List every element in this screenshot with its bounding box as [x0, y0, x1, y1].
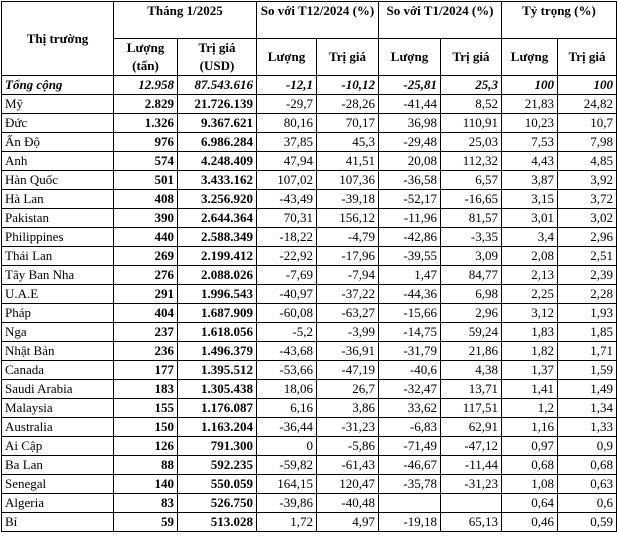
share-value: 1,85 [558, 323, 617, 342]
market-name: Nga [2, 323, 114, 342]
table-body [2, 76, 617, 532]
m-value-change: -28,26 [317, 95, 379, 114]
m-volume-change: 70,31 [257, 209, 317, 228]
y-volume-change: -11,96 [379, 209, 441, 228]
share-volume: 3,87 [502, 171, 558, 190]
m-value-change: -47,19 [317, 361, 379, 380]
volume-ton: 237 [114, 323, 178, 342]
y-volume-change: -46,67 [379, 456, 441, 475]
y-volume-change: -44,36 [379, 285, 441, 304]
share-volume: 1,82 [502, 342, 558, 361]
table-row [2, 323, 617, 342]
share-value: 0,68 [558, 456, 617, 475]
y-volume-change: -31,79 [379, 342, 441, 361]
value-usd: 4.248.409 [178, 152, 257, 171]
volume-ton: 269 [114, 247, 178, 266]
m-value-change: 41,51 [317, 152, 379, 171]
y-volume-change: -41,44 [379, 95, 441, 114]
y-value-change: 65,13 [441, 513, 502, 532]
header-vs-prev-month: So với T12/2024 (%) [257, 2, 379, 39]
market-name: Mỹ [2, 95, 114, 114]
share-value: 2,28 [558, 285, 617, 304]
y-value-change: 21,86 [441, 342, 502, 361]
y-value-change: 13,71 [441, 380, 502, 399]
m-volume-change: -40,97 [257, 285, 317, 304]
subheader-y-value: Trị giá [441, 39, 502, 76]
y-value-change: 110,91 [441, 114, 502, 133]
y-volume-change: -29,48 [379, 133, 441, 152]
table-row [2, 418, 617, 437]
share-volume: 3,12 [502, 304, 558, 323]
m-volume-change: 1,72 [257, 513, 317, 532]
y-value-change: -47,12 [441, 437, 502, 456]
value-usd: 1.305.438 [178, 380, 257, 399]
m-value-change: 3,86 [317, 399, 379, 418]
market-name: Ấn Độ [2, 133, 114, 152]
share-volume: 4,43 [502, 152, 558, 171]
volume-ton: 276 [114, 266, 178, 285]
share-value: 2,96 [558, 228, 617, 247]
m-value-change: -3,99 [317, 323, 379, 342]
share-value: 0,63 [558, 475, 617, 494]
value-usd: 1.496.379 [178, 342, 257, 361]
volume-ton: 404 [114, 304, 178, 323]
share-volume: 1,08 [502, 475, 558, 494]
y-volume-change: -19,18 [379, 513, 441, 532]
y-volume-change: -6,83 [379, 418, 441, 437]
value-usd: 1.618.056 [178, 323, 257, 342]
share-volume: 10,23 [502, 114, 558, 133]
share-value: 2,51 [558, 247, 617, 266]
market-name: Ba Lan [2, 456, 114, 475]
table-row [2, 247, 617, 266]
y-volume-change: -14,75 [379, 323, 441, 342]
m-value-change: 120,47 [317, 475, 379, 494]
y-value-change: 81,57 [441, 209, 502, 228]
y-value-change: 25,03 [441, 133, 502, 152]
share-volume: 1,41 [502, 380, 558, 399]
total-y-value: 25,3 [441, 76, 502, 95]
m-value-change: 26,7 [317, 380, 379, 399]
value-usd: 1.163.204 [178, 418, 257, 437]
y-value-change: -11,44 [441, 456, 502, 475]
share-volume: 2,25 [502, 285, 558, 304]
share-volume: 21,83 [502, 95, 558, 114]
market-name: Anh [2, 152, 114, 171]
subheader-m-volume: Lượng [257, 39, 317, 76]
value-usd: 2.588.349 [178, 228, 257, 247]
y-value-change: 4,38 [441, 361, 502, 380]
table-row [2, 380, 617, 399]
value-usd: 9.367.621 [178, 114, 257, 133]
volume-ton: 177 [114, 361, 178, 380]
m-volume-change: -43,49 [257, 190, 317, 209]
share-value: 24,82 [558, 95, 617, 114]
m-value-change: -4,79 [317, 228, 379, 247]
y-volume-change: -39,55 [379, 247, 441, 266]
subheader-m-value: Trị giá [317, 39, 379, 76]
m-volume-change: 164,15 [257, 475, 317, 494]
value-usd: 1.687.909 [178, 304, 257, 323]
volume-ton: 390 [114, 209, 178, 228]
volume-ton: 976 [114, 133, 178, 152]
market-name: Philippines [2, 228, 114, 247]
value-usd: 2.199.412 [178, 247, 257, 266]
total-y-volume: -25,81 [379, 76, 441, 95]
y-volume-change: -42,86 [379, 228, 441, 247]
share-value: 2,39 [558, 266, 617, 285]
table-row [2, 190, 617, 209]
value-usd: 513.028 [178, 513, 257, 532]
m-value-change: 107,36 [317, 171, 379, 190]
m-volume-change: 107,02 [257, 171, 317, 190]
volume-ton: 88 [114, 456, 178, 475]
volume-ton: 440 [114, 228, 178, 247]
m-value-change: -17,96 [317, 247, 379, 266]
table-row [2, 437, 617, 456]
y-value-change: 3,09 [441, 247, 502, 266]
market-name: Đức [2, 114, 114, 133]
table-row [2, 266, 617, 285]
value-usd: 592.235 [178, 456, 257, 475]
market-name: Tây Ban Nha [2, 266, 114, 285]
m-volume-change: -60,08 [257, 304, 317, 323]
market-name: Nhật Bản [2, 342, 114, 361]
y-value-change: -16,65 [441, 190, 502, 209]
y-value-change: 59,24 [441, 323, 502, 342]
subheader-s-volume: Lượng [502, 39, 558, 76]
share-volume: 1,16 [502, 418, 558, 437]
y-volume-change: -32,47 [379, 380, 441, 399]
table-row [2, 304, 617, 323]
value-usd: 1.176.087 [178, 399, 257, 418]
m-volume-change: -29,7 [257, 95, 317, 114]
value-usd: 3.256.920 [178, 190, 257, 209]
m-value-change: -40,48 [317, 494, 379, 513]
volume-ton: 236 [114, 342, 178, 361]
y-volume-change: 33,62 [379, 399, 441, 418]
subheader-s-value: Trị giá [558, 39, 617, 76]
market-export-table [1, 1, 617, 532]
share-value: 1,71 [558, 342, 617, 361]
table-row [2, 475, 617, 494]
table-row [2, 361, 617, 380]
share-value: 1,33 [558, 418, 617, 437]
volume-ton: 408 [114, 190, 178, 209]
subheader-value-usd: Trị giá (USD) [178, 39, 257, 76]
share-value: 1,34 [558, 399, 617, 418]
m-volume-change: 6,16 [257, 399, 317, 418]
m-value-change: -37,22 [317, 285, 379, 304]
table-row [2, 95, 617, 114]
market-name: U.A.E [2, 285, 114, 304]
volume-ton: 126 [114, 437, 178, 456]
share-volume: 2,08 [502, 247, 558, 266]
value-usd: 2.644.364 [178, 209, 257, 228]
y-value-change: 62,91 [441, 418, 502, 437]
share-value: 3,72 [558, 190, 617, 209]
volume-ton: 183 [114, 380, 178, 399]
share-volume: 2,13 [502, 266, 558, 285]
share-volume: 0,46 [502, 513, 558, 532]
m-volume-change: -22,92 [257, 247, 317, 266]
table-row [2, 494, 617, 513]
m-volume-change: 0 [257, 437, 317, 456]
m-volume-change: -59,82 [257, 456, 317, 475]
share-value: 4,85 [558, 152, 617, 171]
share-volume: 0,68 [502, 456, 558, 475]
volume-ton: 2.829 [114, 95, 178, 114]
y-value-change: 6,57 [441, 171, 502, 190]
header-market: Thị trường [2, 2, 114, 76]
m-value-change: 45,3 [317, 133, 379, 152]
m-value-change: 70,17 [317, 114, 379, 133]
share-volume: 3,4 [502, 228, 558, 247]
y-volume-change: 36,98 [379, 114, 441, 133]
total-row [2, 76, 617, 95]
subheader-y-volume: Lượng [379, 39, 441, 76]
market-name: Pháp [2, 304, 114, 323]
m-value-change: -7,94 [317, 266, 379, 285]
m-value-change: -63,27 [317, 304, 379, 323]
volume-ton: 140 [114, 475, 178, 494]
share-volume: 0,97 [502, 437, 558, 456]
total-s-value: 100 [558, 76, 617, 95]
value-usd: 1.395.512 [178, 361, 257, 380]
value-usd: 526.750 [178, 494, 257, 513]
m-value-change: -39,18 [317, 190, 379, 209]
share-value: 3,92 [558, 171, 617, 190]
total-volume: 12.958 [114, 76, 178, 95]
m-volume-change: -43,68 [257, 342, 317, 361]
y-volume-change: -52,17 [379, 190, 441, 209]
share-value: 0,9 [558, 437, 617, 456]
value-usd: 550.059 [178, 475, 257, 494]
y-value-change: 6,98 [441, 285, 502, 304]
share-value: 0,6 [558, 494, 617, 513]
m-volume-change: -39,86 [257, 494, 317, 513]
m-volume-change: 37,85 [257, 133, 317, 152]
table-row [2, 133, 617, 152]
table-row [2, 152, 617, 171]
volume-ton: 291 [114, 285, 178, 304]
volume-ton: 59 [114, 513, 178, 532]
m-volume-change: 18,06 [257, 380, 317, 399]
share-volume: 1,37 [502, 361, 558, 380]
total-value: 87.543.616 [178, 76, 257, 95]
table-row [2, 399, 617, 418]
m-value-change: 4,97 [317, 513, 379, 532]
volume-ton: 150 [114, 418, 178, 437]
total-s-volume: 100 [502, 76, 558, 95]
share-value: 10,7 [558, 114, 617, 133]
market-name: Saudi Arabia [2, 380, 114, 399]
y-volume-change: -15,66 [379, 304, 441, 323]
volume-ton: 1.326 [114, 114, 178, 133]
table-row [2, 114, 617, 133]
market-name: Canada [2, 361, 114, 380]
table-row [2, 513, 617, 532]
share-volume: 3,01 [502, 209, 558, 228]
m-value-change: -31,23 [317, 418, 379, 437]
m-value-change: -61,43 [317, 456, 379, 475]
table-row [2, 285, 617, 304]
y-value-change: 117,51 [441, 399, 502, 418]
m-value-change: 156,12 [317, 209, 379, 228]
y-value-change: 2,96 [441, 304, 502, 323]
market-name: Ai Cập [2, 437, 114, 456]
volume-ton: 501 [114, 171, 178, 190]
market-name: Hàn Quốc [2, 171, 114, 190]
market-name: Australia [2, 418, 114, 437]
share-value: 1,59 [558, 361, 617, 380]
y-volume-change [379, 494, 441, 513]
table-row [2, 456, 617, 475]
share-volume: 3,15 [502, 190, 558, 209]
y-volume-change: 20,08 [379, 152, 441, 171]
m-volume-change: -18,22 [257, 228, 317, 247]
y-volume-change: -35,78 [379, 475, 441, 494]
y-value-change: -3,35 [441, 228, 502, 247]
total-m-volume: -12,1 [257, 76, 317, 95]
share-value: 3,02 [558, 209, 617, 228]
share-value: 1,49 [558, 380, 617, 399]
value-usd: 3.433.162 [178, 171, 257, 190]
share-value: 0,59 [558, 513, 617, 532]
subheader-volume-ton: Lượng (tấn) [114, 39, 178, 76]
volume-ton: 574 [114, 152, 178, 171]
table-row [2, 209, 617, 228]
value-usd: 791.300 [178, 437, 257, 456]
m-volume-change: 80,16 [257, 114, 317, 133]
m-volume-change: -7,69 [257, 266, 317, 285]
m-volume-change: -5,2 [257, 323, 317, 342]
y-volume-change: -40,6 [379, 361, 441, 380]
value-usd: 21.726.139 [178, 95, 257, 114]
share-volume: 1,83 [502, 323, 558, 342]
header-vs-prev-year: So với T1/2024 (%) [379, 2, 502, 39]
m-volume-change: -53,66 [257, 361, 317, 380]
y-volume-change: -36,58 [379, 171, 441, 190]
y-value-change: -31,23 [441, 475, 502, 494]
market-name: Algeria [2, 494, 114, 513]
m-volume-change: -36,44 [257, 418, 317, 437]
market-name: Malaysia [2, 399, 114, 418]
y-volume-change: -71,49 [379, 437, 441, 456]
header-month: Tháng 1/2025 [114, 2, 257, 39]
table-row [2, 342, 617, 361]
m-volume-change: 47,94 [257, 152, 317, 171]
market-name: Thái Lan [2, 247, 114, 266]
y-value-change: 8,52 [441, 95, 502, 114]
market-name: Hà Lan [2, 190, 114, 209]
y-value-change: 84,77 [441, 266, 502, 285]
share-value: 1,93 [558, 304, 617, 323]
table-row [2, 171, 617, 190]
market-name: Bỉ [2, 513, 114, 532]
total-label: Tổng cộng [2, 76, 114, 95]
total-m-value: -10,12 [317, 76, 379, 95]
value-usd: 2.088.026 [178, 266, 257, 285]
m-value-change: -5,86 [317, 437, 379, 456]
y-volume-change: 1,47 [379, 266, 441, 285]
value-usd: 6.986.284 [178, 133, 257, 152]
share-value: 7,98 [558, 133, 617, 152]
table-row [2, 228, 617, 247]
market-name: Pakistan [2, 209, 114, 228]
volume-ton: 83 [114, 494, 178, 513]
share-volume: 7,53 [502, 133, 558, 152]
m-value-change: -36,91 [317, 342, 379, 361]
value-usd: 1.996.543 [178, 285, 257, 304]
share-volume: 1,2 [502, 399, 558, 418]
share-volume: 0,64 [502, 494, 558, 513]
header-share: Tỷ trọng (%) [502, 2, 617, 39]
y-value-change [441, 494, 502, 513]
volume-ton: 155 [114, 399, 178, 418]
y-value-change: 112,32 [441, 152, 502, 171]
market-name: Senegal [2, 475, 114, 494]
